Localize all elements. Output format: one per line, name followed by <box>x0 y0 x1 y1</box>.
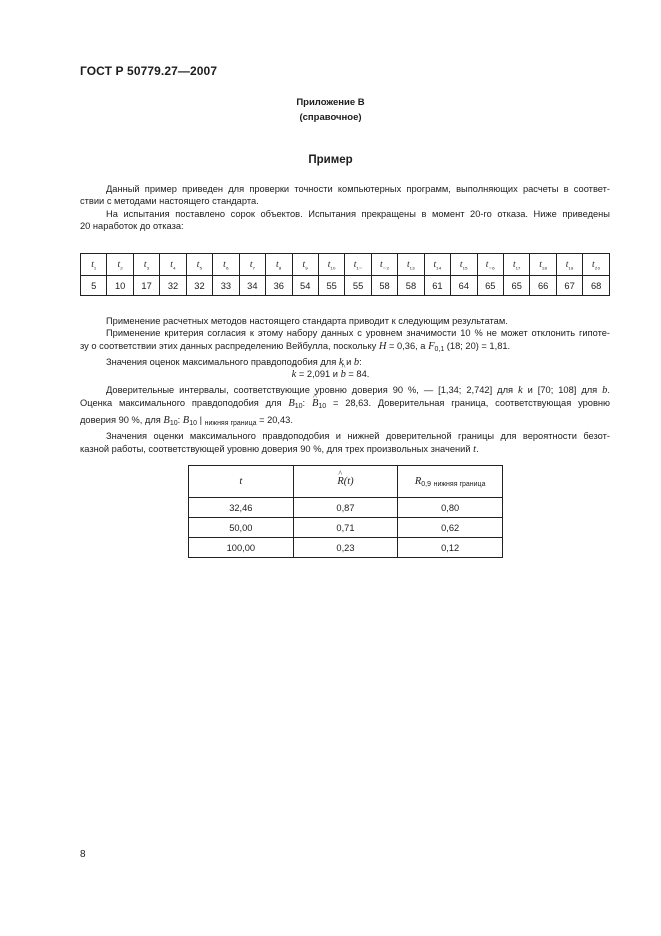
failure-time-value-cell: 32 <box>186 276 212 296</box>
failure-time-header-cell: $t_{_{20}}$ <box>583 254 610 276</box>
failure-time-header-cell: $t_{_{15}}$ <box>451 254 477 276</box>
results-line: Доверительные интервалы, соответствующие уровню доверия 90 %, — [1,34; 2,742] для k и [70; 108] для b. <box>106 385 611 396</box>
results-line: Применение расчетных методов настоящего стандарта приводит к следующим результатам. <box>106 316 508 326</box>
reliability-cell-lower: 0,80 <box>398 498 503 518</box>
results-line: Значения оценок максимального правдоподобия для k и b: <box>106 357 362 369</box>
reliability-table <box>188 465 503 558</box>
failure-time-value-cell: 17 <box>133 276 159 296</box>
failure-time-header-cell: $t_{_{-2}}$ <box>371 254 397 276</box>
reliability-row <box>189 518 503 538</box>
failure-time-value-cell: 10 <box>107 276 133 296</box>
reliability-body <box>189 498 503 558</box>
failure-time-value-cell: 65 <box>477 276 503 296</box>
failure-time-header-cell: $t_{_{1-}}$ <box>345 254 371 276</box>
intervals-paragraph <box>80 384 610 456</box>
intro-line: На испытания поставлено сорок объектов. Испытания прекращены в момент 20-го отказа. Ниже приведены <box>106 209 610 219</box>
failure-times-table <box>80 253 610 296</box>
header-lower-bound: $R_{0,9}$ $_{нижняя граница}$ <box>398 466 503 498</box>
failure-time-value-cell: 68 <box>583 276 610 296</box>
reliability-cell-t: 32,46 <box>189 498 294 518</box>
failure-time-value-cell: 55 <box>345 276 371 296</box>
reliability-cell-r: 0,87 <box>293 498 398 518</box>
failure-time-header-cell: $t_{_{19}}$ <box>556 254 582 276</box>
failure-time-header-cell: $t_{_6}$ <box>213 254 239 276</box>
reliability-row <box>189 498 503 518</box>
failure-times-header-row <box>81 254 610 276</box>
results-line: Оценка максимального правдоподобия для $B_{10}$: ^ $B_{10} = 28,63$. Доверительная граница, соответствующая уровню <box>80 397 610 413</box>
failure-time-value-cell: 61 <box>424 276 450 296</box>
header-t: t <box>189 466 294 498</box>
failure-time-header-cell: $t_{_4}$ <box>160 254 186 276</box>
failure-time-header-cell: $t_{_1}$ <box>81 254 107 276</box>
failure-time-value-cell: 32 <box>160 276 186 296</box>
failure-time-header-cell: $t_{_3}$ <box>133 254 159 276</box>
reliability-cell-r: 0,23 <box>293 538 398 558</box>
results-line: Применение критерия согласия к этому набору данных с уровнем значимости 10 % не может отклонить гипоте- <box>106 328 610 339</box>
failure-time-value-cell: 54 <box>292 276 318 296</box>
failure-time-header-cell: $t_{_5}$ <box>186 254 212 276</box>
intro-paragraph-2 <box>80 208 610 233</box>
reliability-cell-t: 100,00 <box>189 538 294 558</box>
failure-time-header-cell: $t_{_{18}}$ <box>530 254 556 276</box>
estimates-line: ^ k = 2,091 и ^ b = 84. <box>0 369 661 380</box>
results-line: зу о соответствии этих данных распределению Вейбулла, поскольку H = 0,36, а $F_{0,1}$ (18; 20) = 1,81. <box>80 340 511 353</box>
failure-time-value-cell: 5 <box>81 276 107 296</box>
failure-time-value-cell: 64 <box>451 276 477 296</box>
failure-time-header-cell: $t_{_{-6}}$ <box>477 254 503 276</box>
annex-heading <box>0 95 661 125</box>
reliability-cell-r: 0,71 <box>293 518 398 538</box>
annex-subtitle: (справочное) <box>299 112 362 123</box>
failure-time-header-cell: $t_{_{13}}$ <box>398 254 424 276</box>
reliability-cell-lower: 0,62 <box>398 518 503 538</box>
intro-line: ствии с методами настоящего стандарта. <box>80 196 259 207</box>
header-r: ^ R(t) <box>293 466 398 498</box>
failure-time-value-cell: 58 <box>371 276 397 296</box>
document-header: ГОСТ Р 50779.27—2007 <box>80 64 218 78</box>
failure-time-header-cell: $t_{_2}$ <box>107 254 133 276</box>
failure-time-header-cell: $t_{_{10}}$ <box>318 254 344 276</box>
reliability-header-row <box>189 466 503 498</box>
failure-time-value-cell: 55 <box>318 276 344 296</box>
failure-time-value-cell: 34 <box>239 276 265 296</box>
failure-time-value-cell: 65 <box>504 276 530 296</box>
failure-time-header-cell: $t_{_9}$ <box>292 254 318 276</box>
failure-times-value-row <box>81 276 610 296</box>
reliability-row <box>189 538 503 558</box>
results-line: доверия 90 %, для $B_{10}$: $B_{10}$ | $_{нижняя граница}$ = 20,43. <box>80 414 293 427</box>
reliability-cell-lower: 0,12 <box>398 538 503 558</box>
failure-time-value-cell: 58 <box>398 276 424 296</box>
results-line: Значения оценки максимального правдоподобия и нижней доверительной границы для вероятности безот- <box>106 431 610 442</box>
failure-time-value-cell: 36 <box>266 276 292 296</box>
failure-time-value-cell: 67 <box>556 276 582 296</box>
intro-line: 20 наработок до отказа: <box>80 221 184 232</box>
intro-paragraph-1 <box>80 183 610 208</box>
failure-time-value-cell: 66 <box>530 276 556 296</box>
intro-line: Данный пример приведен для проверки точности компьютерных программ, выполняющих расчеты в соответ- <box>106 184 610 194</box>
section-title: Пример <box>308 154 353 166</box>
failure-time-header-cell: $t_{_{14}}$ <box>424 254 450 276</box>
page-number: 8 <box>80 849 86 860</box>
failure-time-header-cell: $t_{_7}$ <box>239 254 265 276</box>
results-line: казной работы, соответствующей уровню доверия 90 %, для трех произвольных значений t. <box>80 443 479 455</box>
reliability-cell-t: 50,00 <box>189 518 294 538</box>
annex-title: Приложение В <box>296 97 365 108</box>
failure-time-value-cell: 33 <box>213 276 239 296</box>
failure-time-header-cell: $t_{_8}$ <box>266 254 292 276</box>
failure-time-header-cell: $t_{_{17}}$ <box>504 254 530 276</box>
